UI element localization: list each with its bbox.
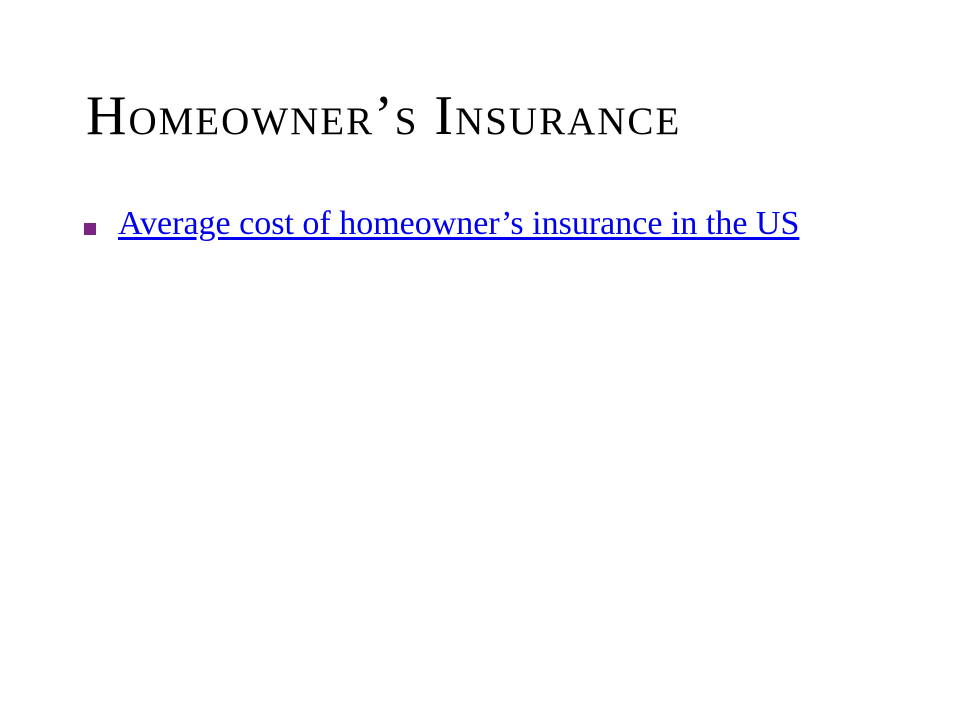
average-cost-link[interactable]: Average cost of homeowner’s insurance in the US [118,205,800,242]
bullet-list [84,200,844,248]
square-bullet-shape [84,223,96,235]
slide-title: Homeowner’s Insurance [86,85,682,147]
list-item [84,200,844,248]
square-bullet-fill [84,223,96,235]
square-bullet-icon [84,222,96,234]
